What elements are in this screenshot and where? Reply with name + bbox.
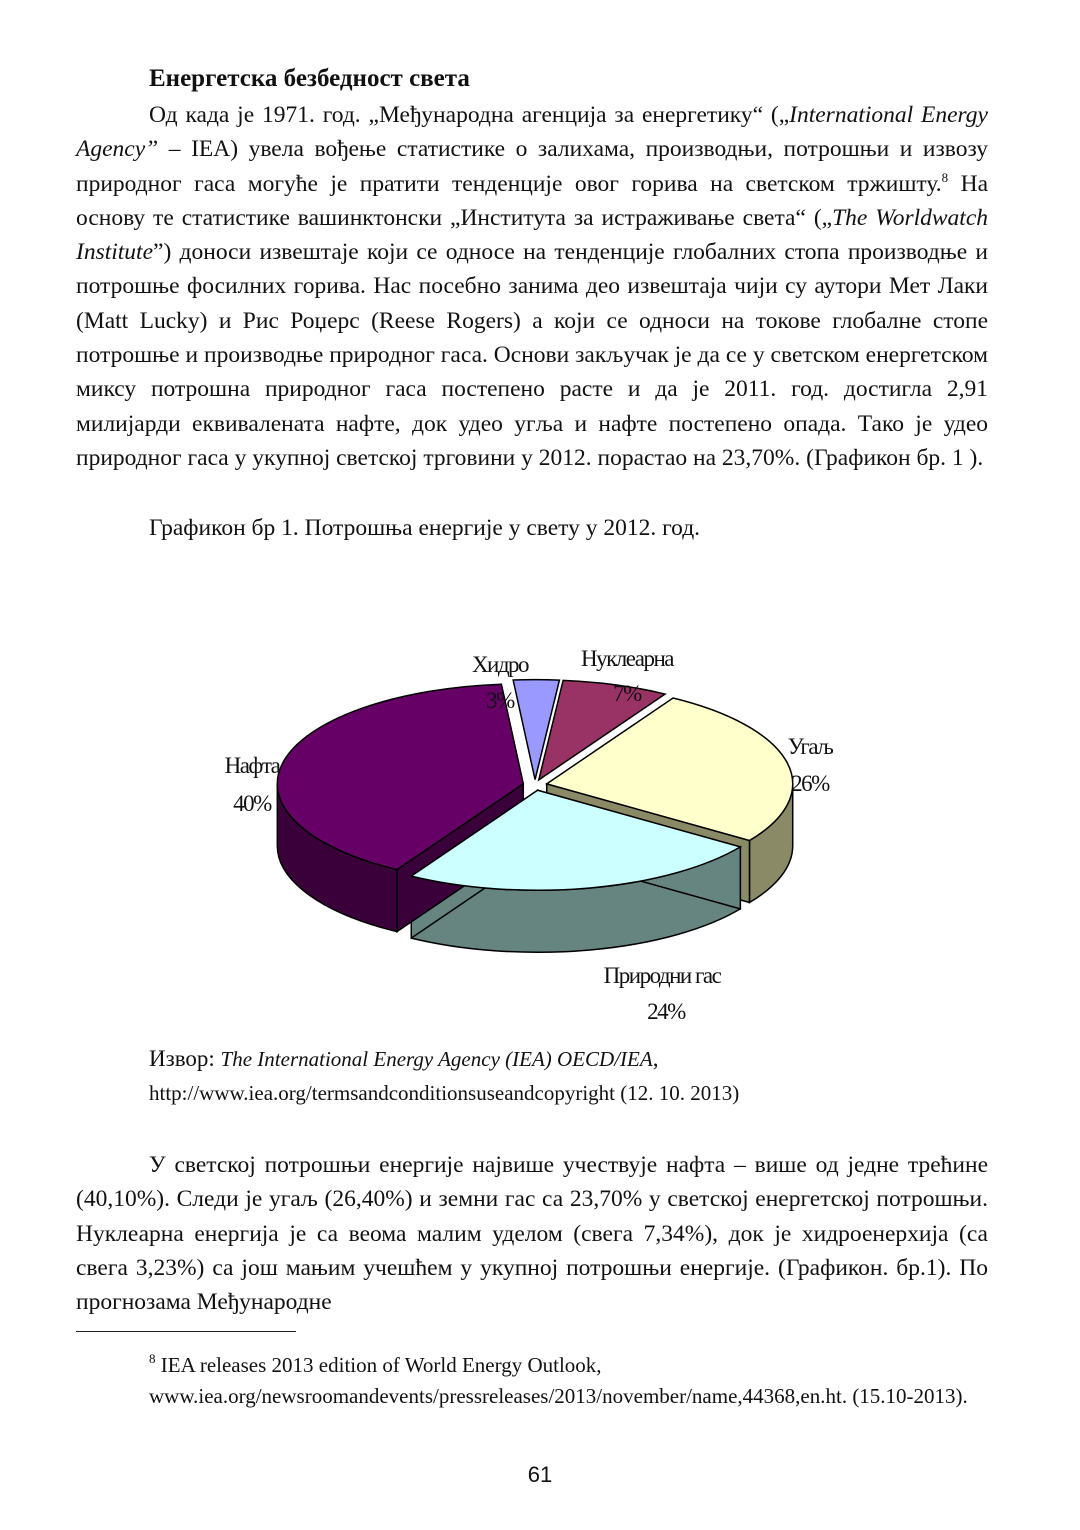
paragraph-2: У светској потрошњи енергије највише учествује нафта – више од једне трећине (40,10%). Следи је угаљ (26,40%) и земни гас са 23,70% у светској енергетској потрошњи. Нуклеарна енергија је са веома малим уделом (свега 7,34%), док је хидроенерхија (са свега 3,23%) са још мањим учешћем у укупној потрошњи енергије. (Графикон. бр.1). По прогнозама Међународне [76, 1152, 988, 1316]
slice-value-4: 24% [647, 999, 685, 1024]
footnote-separator [76, 1331, 296, 1332]
slice-value-3: 26% [791, 771, 829, 796]
para1-text-4: ”) доноси извештаје који се односе на тенденције глобалних стопа производње и потрошње фосилних горива. Нас посебно занима део извештаја чији су аутори Мет Лаки (Matt Lucky) и Рис Роџерс (Reese Rogers) а који се односи на токове глобалне стопе потрошње и производње природног гаса. Основи закључак је да се у светском енергетском миксу потрошна природног гаса постепено расте и да је 2011. год. достигла 2,91 милијарди еквивалената нафте, док удео угља и нафте постепено опада. Тако је удео природног гаса у укупној светској трговини у 2012. порастао на 23,70%. (Графикон бр. 1 ). [76, 239, 988, 471]
slice-label-2: Нуклеарна [581, 646, 673, 671]
para1-text-3: На основу те статистике вашинктонски „Института за истраживање света“ („ [76, 170, 988, 231]
slice-value-1: 3% [486, 688, 514, 713]
para1-italic-iea: International Energy Agency” [76, 102, 988, 163]
figure-source [149, 1042, 739, 1110]
page-number: 61 [527, 1462, 553, 1487]
footnote-number: 8 [149, 1351, 156, 1366]
source-org: The International Energy Agency (IEA) OECD/IEA [220, 1047, 653, 1071]
source-label: Извор: [149, 1046, 221, 1071]
slice-label-0: Нафта [224, 753, 280, 778]
source-url: http://www.iea.org/termsandconditionsuseandcopyright (12. 10. 2013) [149, 1081, 740, 1105]
slice-label-3: Угаљ [787, 734, 833, 759]
slice-value-0: 40% [233, 791, 271, 816]
pie-chart [190, 630, 890, 1040]
slice-label-1: Хидро [471, 652, 529, 677]
para1-text-2: – IEA) увела вођење статистике о залихама, производњи, потрошњи и извозу природног гаса могуће је пратити тенденције овог горива на светском тржишту. [76, 136, 988, 197]
footnote [76, 1350, 988, 1412]
footnote-text-1: IEA releases 2013 edition of World Energy Outlook, [155, 1353, 602, 1377]
section-title: Енергетска безбедност света [149, 65, 470, 92]
footnote-text-2: www.iea.org/newsroomandevents/pressreleases/2013/november/name,44368,en.ht. (15.10-2013). [149, 1384, 968, 1408]
source-comma: , [652, 1046, 659, 1071]
para1-text-1: Од када је 1971. год. „Међународна агенција за енергетику“ („ [149, 102, 790, 128]
para1-italic-worldwatch: The Worldwatch Institute [76, 204, 988, 266]
footnote-ref: 8 [941, 169, 949, 185]
main-text [76, 62, 988, 545]
figure-caption: Графикон бр 1. Потрошња енергије у свету у 2012. год. [149, 515, 701, 542]
slice-label-4: Природни гас [603, 963, 721, 988]
footnote-line-1 [76, 1350, 988, 1381]
paragraph-1 [76, 98, 988, 475]
slice-value-2: 7% [613, 681, 641, 706]
pie-chart-svg [190, 630, 890, 1040]
